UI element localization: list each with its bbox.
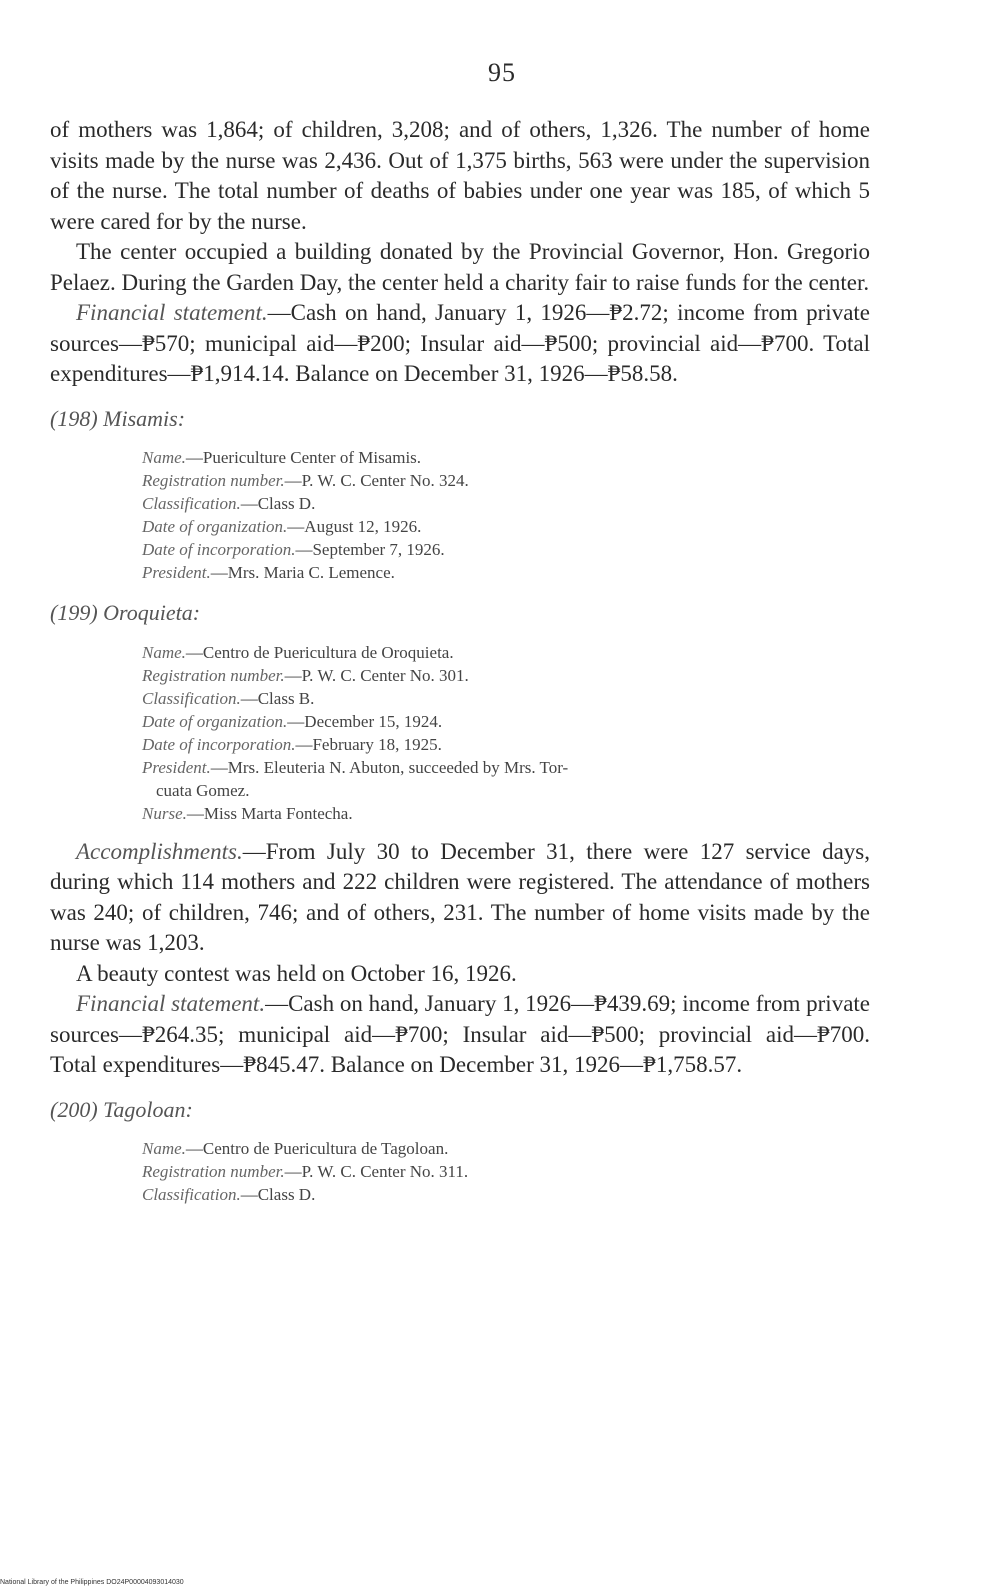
detail-line: Date of incorporation.—September 7, 1926.: [142, 540, 445, 559]
misamis-details: [142, 446, 870, 584]
detail-line-continuation: cuata Gomez.: [156, 780, 250, 800]
financial-statement-label: Financial statement.: [76, 991, 266, 1016]
detail-line: Date of organization.—December 15, 1924.: [142, 711, 443, 731]
detail-line: Name.—Centro de Puericultura de Tagoloan.: [142, 1139, 449, 1158]
detail-line: Name.—Puericulture Center of Misamis.: [142, 448, 422, 467]
detail-line: Name.—Centro de Puericultura de Oroquieta.: [142, 642, 454, 662]
detail-line: Classification.—Class D.: [142, 494, 316, 513]
detail-line: Classification.—Class B.: [142, 688, 315, 708]
oroquieta-accomplishments: [50, 837, 870, 959]
detail-line: Registration number.—P. W. C. Center No. 324.: [142, 471, 469, 490]
section-heading-misamis: (198) Misamis:: [50, 405, 186, 431]
intro-paragraph-1: of mothers was 1,864; of children, 3,208; and of others, 1,326. The number of home visits made by the nurse was 2,436. Out of 1,375 births, 563 were under the supervision of the nurse. The total number of deaths of babies under one year was 185, of which 5 were cared for by the nurse.: [50, 117, 870, 234]
detail-line: Date of incorporation.—February 18, 1925.: [142, 734, 442, 754]
financial-statement-text: —Cash on hand, January 1, 1926—₱2.72; income from private sources—₱570; municipal aid—₱200; Insular aid—₱500; provincial aid—₱700. Total expenditures—₱1,914.14. Balance on December 31, 1926—₱58.58.: [50, 300, 871, 386]
section-heading-oroquieta: (199) Oroquieta:: [50, 600, 201, 625]
detail-line: Nurse.—Miss Marta Fontecha.: [142, 803, 353, 823]
intro-paragraph-2: The center occupied a building donated by the Provincial Governor, Hon. Gregorio Pelaez. During the Garden Day, the center held a charity fair to raise funds for the center.: [50, 239, 870, 295]
detail-line: Classification.—Class D.: [142, 1185, 316, 1204]
page-number: 95: [488, 58, 516, 87]
detail-line: President.—Mrs. Eleuteria N. Abuton, succeeded by Mrs. Tor-: [142, 757, 569, 777]
oroquieta-details: [142, 641, 870, 825]
detail-line: Registration number.—P. W. C. Center No. 311.: [142, 1162, 469, 1181]
page-body: [50, 115, 870, 1218]
detail-line: Date of organization.—August 12, 1926.: [142, 517, 422, 536]
financial-statement-text: —Cash on hand, January 1, 1926—₱439.69; income from private sources—₱264.35; municipal aid—₱700; Insular aid—₱500; provincial aid—₱700. Total expenditures—₱845.47. Balance on December 31, 1926—₱1,758.57.: [50, 991, 871, 1077]
tagoloan-details: [142, 1137, 870, 1206]
financial-statement-label: Financial statement.: [76, 300, 268, 325]
detail-line: President.—Mrs. Maria C. Lemence.: [142, 563, 395, 582]
intro-financial-statement: [50, 298, 870, 390]
oroquieta-financial-statement: [50, 989, 870, 1081]
oroquieta-beauty-contest: A beauty contest was held on October 16, 1926.: [76, 960, 517, 986]
detail-line: Registration number.—P. W. C. Center No. 301.: [142, 665, 469, 685]
accomplishments-label: Accomplishments.: [76, 838, 243, 864]
archive-footer: National Library of the Philippines DO24P00004093014030: [0, 1579, 184, 1586]
section-heading-tagoloan: (200) Tagoloan:: [50, 1096, 193, 1122]
accomplishments-text: —From July 30 to December 31, there were 127 service days, during which 114 mothers and 222 children were registered. The attendance of mothers was 240; of children, 746; and of others, 231. The number of home visits made by the nurse was 1,203.: [50, 838, 870, 955]
